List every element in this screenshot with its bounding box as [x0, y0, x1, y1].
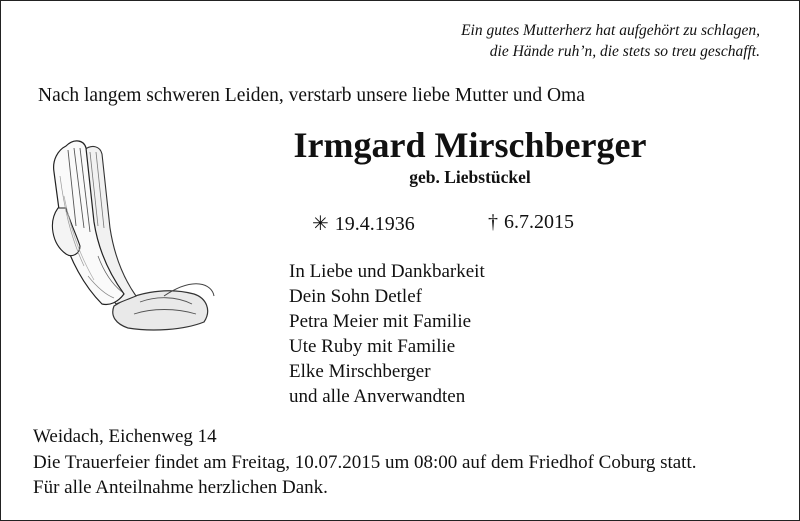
address-line: Weidach, Eichenweg 14 [33, 426, 217, 447]
memorial-quote [461, 20, 760, 62]
birth-date: 19.4.1936 [334, 213, 415, 235]
deceased-name: Irmgard Mirschberger [293, 125, 647, 165]
mourner-line: Ute Ruby mit Familie [289, 336, 456, 357]
mourner-line: Petra Meier mit Familie [289, 311, 472, 332]
mourner-line: und alle Anverwandten [289, 386, 466, 407]
birth-star-icon: ✳ [312, 213, 329, 235]
mourner-line: Elke Mirschberger [289, 361, 431, 382]
mourner-line: Dein Sohn Detlef [289, 286, 422, 307]
death-cross-icon: † [488, 211, 498, 233]
funeral-info-line: Die Trauerfeier findet am Freitag, 10.07.2015 um 08:00 auf dem Friedhof Coburg statt. [33, 451, 697, 473]
praying-hands-icon [44, 136, 216, 334]
quote-line-2: die Hände ruh’n, die stets so treu geschafft. [489, 43, 760, 60]
maiden-name: geb. Liebstückel [409, 167, 531, 187]
thanks-line: Für alle Anteilnahme herzlichen Dank. [33, 477, 328, 498]
intro-text: Nach langem schweren Leiden, verstarb unsere liebe Mutter und Oma [38, 85, 585, 106]
mourner-line: In Liebe und Dankbarkeit [289, 261, 485, 282]
death-date: 6.7.2015 [504, 211, 574, 233]
birth-date-line [312, 211, 415, 236]
footer-info [33, 424, 696, 501]
mourners-list [289, 259, 485, 409]
quote-line-1: Ein gutes Mutterherz hat aufgehört zu schlagen, [461, 22, 760, 39]
death-date-line [488, 211, 574, 234]
